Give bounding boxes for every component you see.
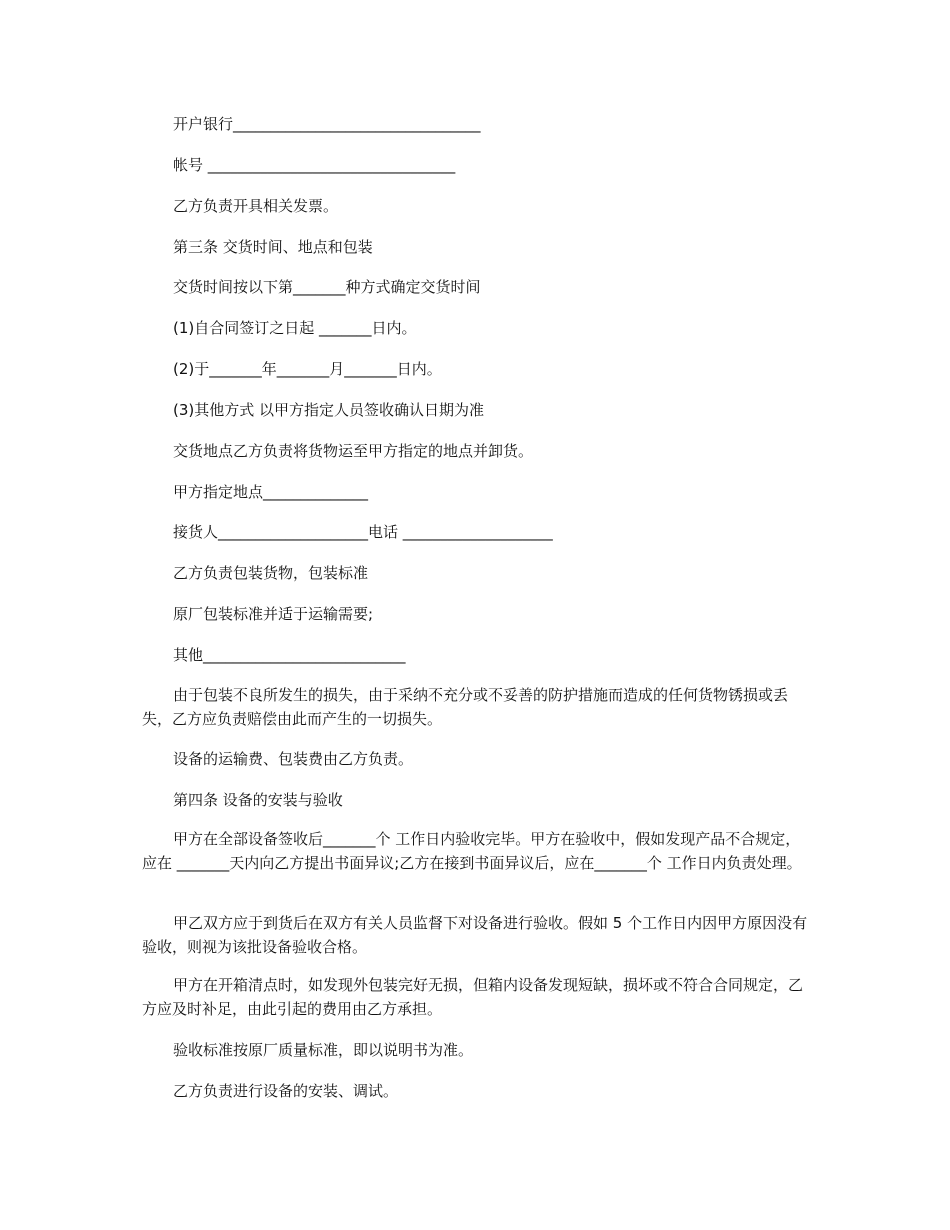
delivery-time-line: 交货时间按以下第_______种方式确定交货时间 <box>173 278 481 296</box>
installation-line: 乙方负责进行设备的安装、调试。 <box>173 1082 399 1100</box>
bank-line: 开户银行_________________________________ <box>173 115 481 133</box>
damage-paragraph: 由于包装不良所发生的损失，由于采纳不充分或不妥善的防护措施而造成的任何货物锈损或丢失，乙方应负责赔偿由此而产生的一切损失。 <box>142 686 789 728</box>
option-2-line: (2)于_______年_______月_______日内。 <box>173 360 442 378</box>
delivery-place-line: 交货地点乙方负责将货物运至甲方指定的地点并卸货。 <box>173 442 534 460</box>
packaging-line: 乙方负责包装货物，包装标准 <box>173 564 369 582</box>
account-line: 帐号 _________________________________ <box>173 156 456 174</box>
option-3-line: (3)其他方式 以甲方指定人员签收确认日期为准 <box>173 401 485 419</box>
packaging-standard-line: 原厂包装标准并适于运输需要; <box>173 605 374 623</box>
supervise-paragraph: 甲乙双方应于到货后在双方有关人员监督下对设备进行验收。假如 5 个工作日内因甲方原因没有验收，则视为该批设备验收合格。 <box>142 914 808 956</box>
freight-line: 设备的运输费、包装费由乙方负责。 <box>173 750 414 768</box>
article-4-heading: 第四条 设备的安装与验收 <box>173 791 343 809</box>
receiver-line: 接货人____________________电话 ____________________ <box>173 523 553 541</box>
unpack-paragraph: 甲方在开箱清点时，如发现外包装完好无损，但箱内设备发现短缺，损坏或不符合合同规定，乙方应及时补足，由此引起的费用由乙方承担。 <box>142 976 804 1018</box>
other-line: 其他___________________________ <box>173 646 406 664</box>
designated-place-line: 甲方指定地点______________ <box>173 483 369 501</box>
invoice-line: 乙方负责开具相关发票。 <box>173 197 339 215</box>
article-3-heading: 第三条 交货时间、地点和包装 <box>173 238 373 256</box>
acceptance-standard-line: 验收标准按原厂质量标准，即以说明书为准。 <box>173 1041 474 1059</box>
inspection-paragraph: 甲方在全部设备签收后_______个 工作日内验收完毕。甲方在验收中，假如发现产品不合规定，应在 _______天内向乙方提出书面异议;乙方在接到书面异议后，应在_______个 工作日内负责处理。 <box>142 830 802 872</box>
option-1-line: (1)自合同签订之日起 _______日内。 <box>173 319 417 337</box>
